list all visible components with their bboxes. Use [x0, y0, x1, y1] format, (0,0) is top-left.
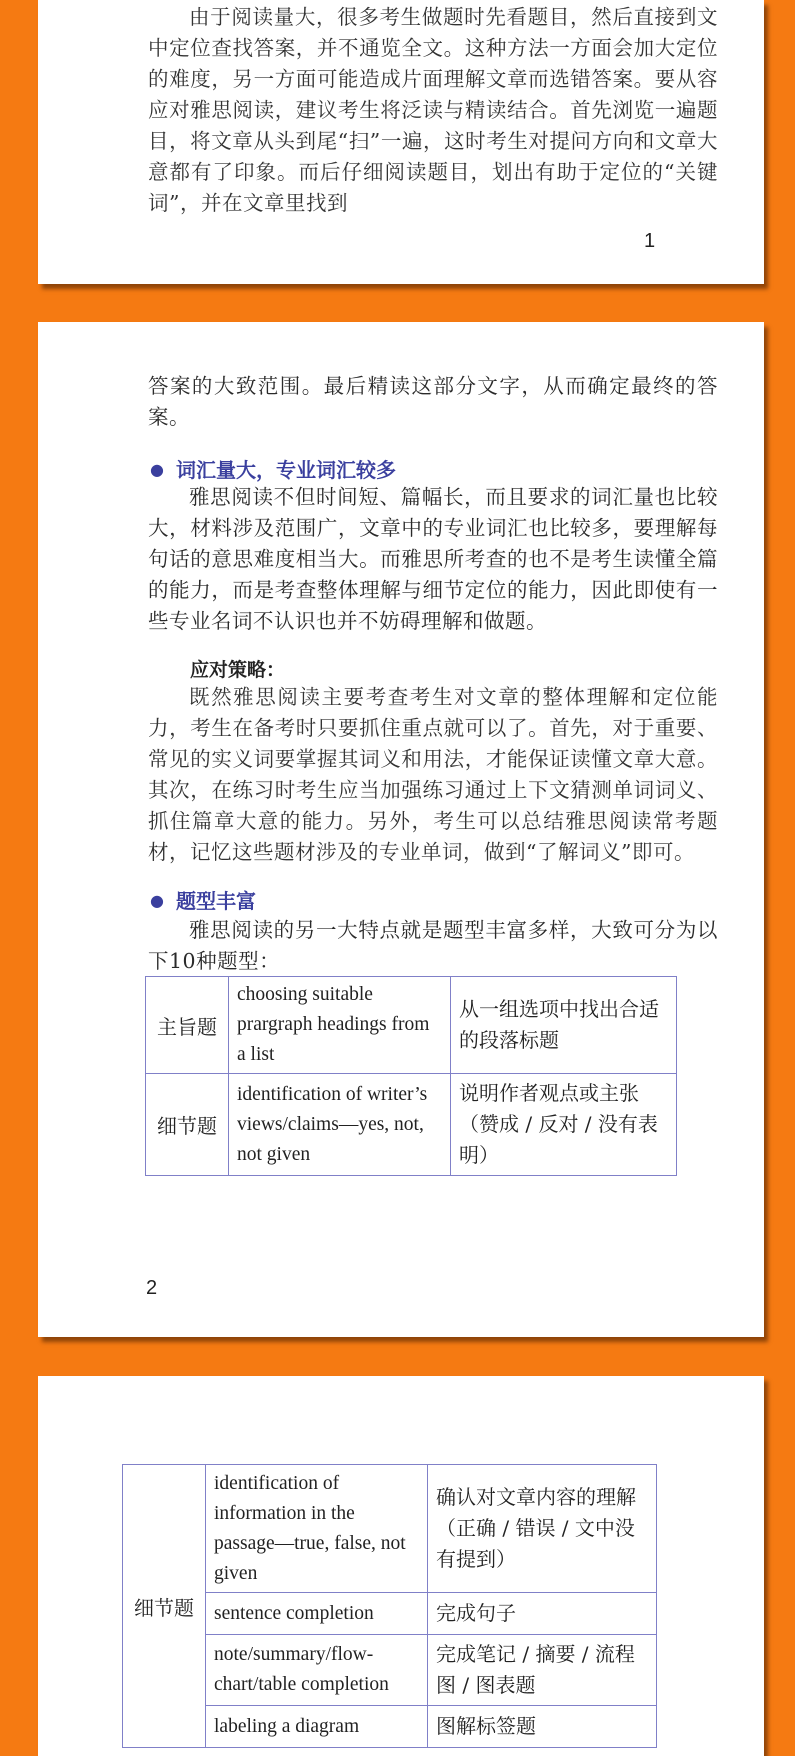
english-cell: identification of information in the passage—true, false, not given: [206, 1465, 428, 1593]
table-row: [123, 1465, 657, 1593]
type-cell: 细节题: [146, 1074, 229, 1176]
chinese-cell: 图解标签题: [428, 1706, 657, 1748]
english-cell: identification of writer’s views/claims—yes, not, not given: [229, 1074, 451, 1176]
document-page-1: [38, 0, 764, 284]
vocabulary-paragraph: 雅思阅读不但时间短、篇幅长，而且要求的词汇量也比较大，材料涉及范围广，文章中的专业词汇也比较多，要理解每句话的意思难度相当大。而雅思所考查的也不是考生读懂全篇的能力，而是考查整体理解与细节定位的能力，因此即使有一些专业名词不认识也并不妨碍理解和做题。: [148, 485, 718, 633]
section-heading-question-types: [150, 885, 256, 914]
continuation-paragraph: 答案的大致范围。最后精读这部分文字，从而确定最终的答案。: [148, 374, 718, 429]
chinese-cell: 从一组选项中找出合适的段落标题: [451, 977, 677, 1074]
question-types-paragraph: 雅思阅读的另一大特点就是题型丰富多样，大致可分为以下10种题型：: [148, 918, 718, 973]
body-paragraph: 由于阅读量大，很多考生做题时先看题目，然后直接到文中定位查找答案，并不通览全文。这种方法一方面会加大定位的难度，另一方面可能造成片面理解文章而选错答案。要从容应对雅思阅读，建议考生将泛读与精读结合。首先浏览一遍题目，将文章从头到尾“扫”一遍，这时考生对提问方向和文章大意都有了印象。而后仔细阅读题目，划出有助于定位的“关键词”，并在文章里找到: [148, 5, 718, 215]
chinese-cell: 说明作者观点或主张（赞成 / 反对 / 没有表明）: [451, 1074, 677, 1176]
chinese-cell: 确认对文章内容的理解（正确 / 错误 / 文中没有提到）: [428, 1465, 657, 1593]
strategy-paragraph: 既然雅思阅读主要考查考生对文章的整体理解和定位能力，考生在备考时只要抓住重点就可以了。首先，对于重要、常见的实义词要掌握其词义和用法，才能保证读懂文章大意。其次，在练习时考生应当加强练习通过上下文猜测单词词义、抓住篇章大意的能力。另外，考生可以总结雅思阅读常考题材，记忆这些题材涉及的专业单词，做到“了解词义”即可。: [148, 685, 718, 864]
type-cell: 主旨题: [146, 977, 229, 1074]
document-page-2: [38, 322, 764, 1337]
section-heading-vocabulary: [150, 454, 396, 483]
page-number: 1: [644, 230, 656, 252]
table-row: [146, 977, 677, 1074]
chinese-cell: 完成句子: [428, 1593, 657, 1635]
section-heading-text: 题型丰富: [175, 889, 256, 913]
chinese-cell: 完成笔记 / 摘要 / 流程图 / 图表题: [428, 1635, 657, 1706]
bullet-icon: ●: [150, 460, 164, 479]
type-cell: 细节题: [123, 1465, 206, 1748]
english-cell: labeling a diagram: [206, 1706, 428, 1748]
bullet-icon: ●: [150, 891, 164, 910]
document-page-3: [38, 1376, 764, 1756]
section-heading-text: 词汇量大，专业词汇较多: [175, 458, 396, 482]
english-cell: sentence completion: [206, 1593, 428, 1635]
question-type-table: [145, 976, 677, 1176]
english-cell: note/summary/flow-chart/table completion: [206, 1635, 428, 1706]
page-number: 2: [146, 1277, 158, 1299]
table-row: [146, 1074, 677, 1176]
english-cell: choosing suitable prargraph headings from a list: [229, 977, 451, 1074]
strategy-label: 应对策略：: [190, 659, 286, 681]
question-type-table-continued: [122, 1464, 657, 1748]
